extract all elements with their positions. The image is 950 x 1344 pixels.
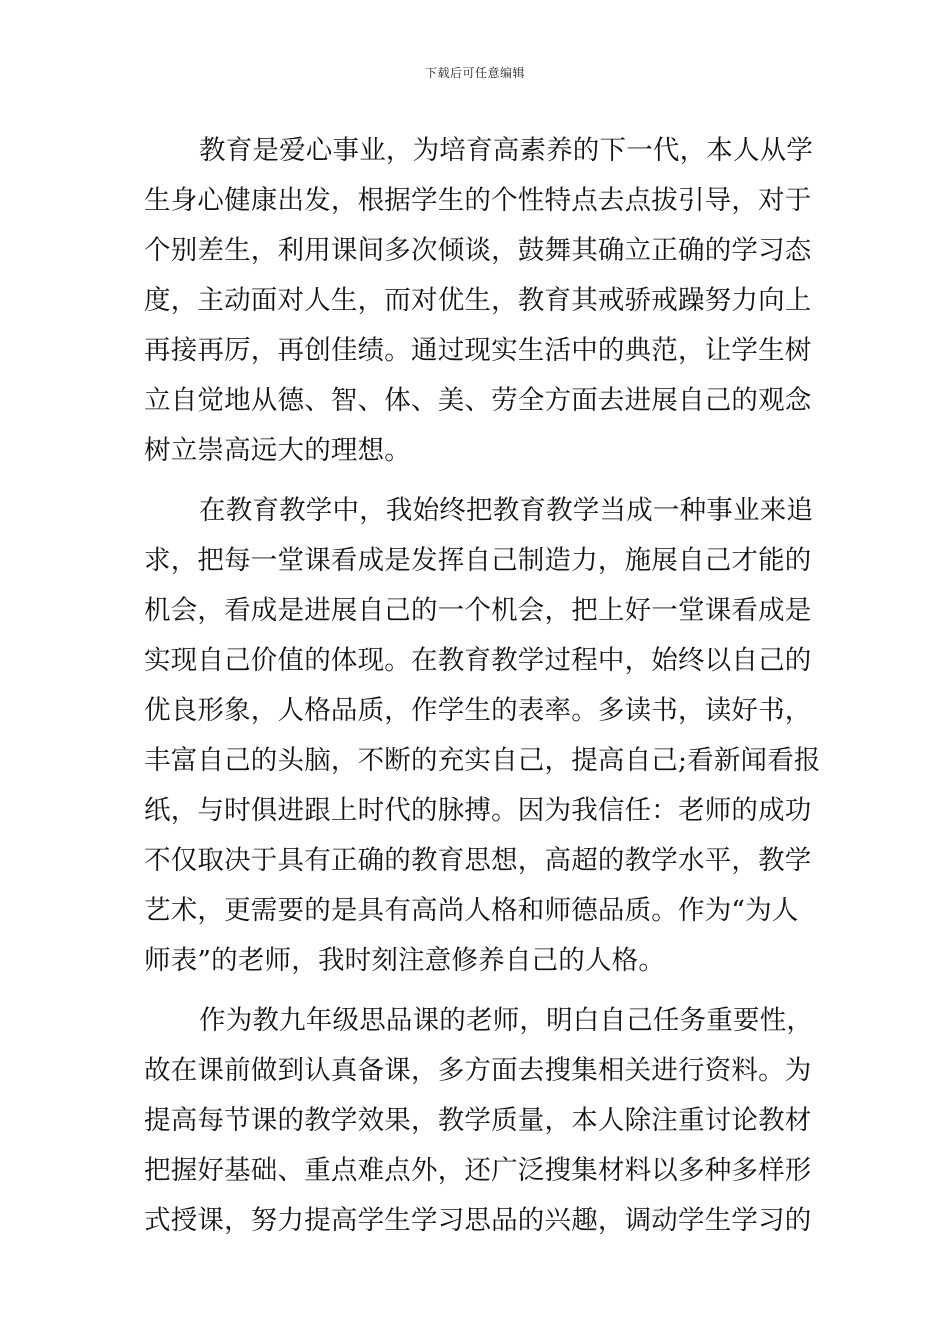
- paragraph-line: 在教育教学中，我始终把教育教学当成一种事业来追: [199, 495, 814, 526]
- paragraph-line: 机会，看成是进展自己的一个机会，把上好一堂课看成是: [144, 595, 812, 626]
- paragraph-line: 不仅取决于具有正确的教育思想，高超的教学水平，教学: [144, 845, 812, 876]
- paragraph-line: 个别差生，利用课间多次倾谈，鼓舞其确立正确的学习态: [144, 235, 812, 266]
- paragraph-line: 纸，与时俱进跟上时代的脉搏。因为我信任：老师的成功: [144, 795, 812, 826]
- paragraph-line: 式授课，努力提高学生学习思品的兴趣，调动学生学习的: [144, 1205, 812, 1236]
- paragraph-line: 度，主动面对人生，而对优生，教育其戒骄戒躁努力向上: [144, 285, 812, 316]
- paragraph-line: 树立崇高远大的理想。: [144, 435, 411, 466]
- paragraph-line: 教育是爱心事业，为培育高素养的下一代，本人从学: [199, 135, 814, 166]
- paragraph-line: 把握好基础、重点难点外，还广泛搜集材料以多种多样形: [144, 1155, 812, 1186]
- document-body: [144, 126, 821, 1246]
- paragraph-line: 作为教九年级思品课的老师，明白自己任务重要性，: [199, 1005, 814, 1036]
- paragraph-line: 立自觉地从德、智、体、美、劳全方面去进展自己的观念: [144, 385, 812, 416]
- paragraph-1: [144, 126, 814, 476]
- page-header: 下载后可任意编辑: [424, 66, 525, 80]
- paragraph-line: 再接再厉，再创佳绩。通过现实生活中的典范，让学生树: [144, 335, 812, 366]
- paragraph-line: 艺术，更需要的是具有高尚人格和师德品质。作为“为人: [144, 895, 799, 926]
- paragraph-line: 提高每节课的教学效果，教学质量，本人除注重讨论教材: [144, 1105, 812, 1136]
- paragraph-3: [144, 996, 814, 1246]
- paragraph-line: 丰富自己的头脑，不断的充实自己，提高自己;看新闻看报: [144, 745, 821, 776]
- paragraph-line: 故在课前做到认真备课，多方面去搜集相关进行资料。为: [144, 1055, 812, 1086]
- paragraph-line: 师表”的老师，我时刻注意修养自己的人格。: [144, 945, 666, 976]
- paragraph-line: 优良形象，人格品质，作学生的表率。多读书，读好书，: [144, 695, 812, 726]
- paragraph-line: 求，把每一堂课看成是发挥自己制造力，施展自己才能的: [144, 545, 812, 576]
- paragraph-line: 生身心健康出发，根据学生的个性特点去点拔引导，对于: [144, 185, 812, 216]
- paragraph-2: [144, 486, 821, 986]
- paragraph-line: 实现自己价值的体现。在教育教学过程中，始终以自己的: [144, 645, 812, 676]
